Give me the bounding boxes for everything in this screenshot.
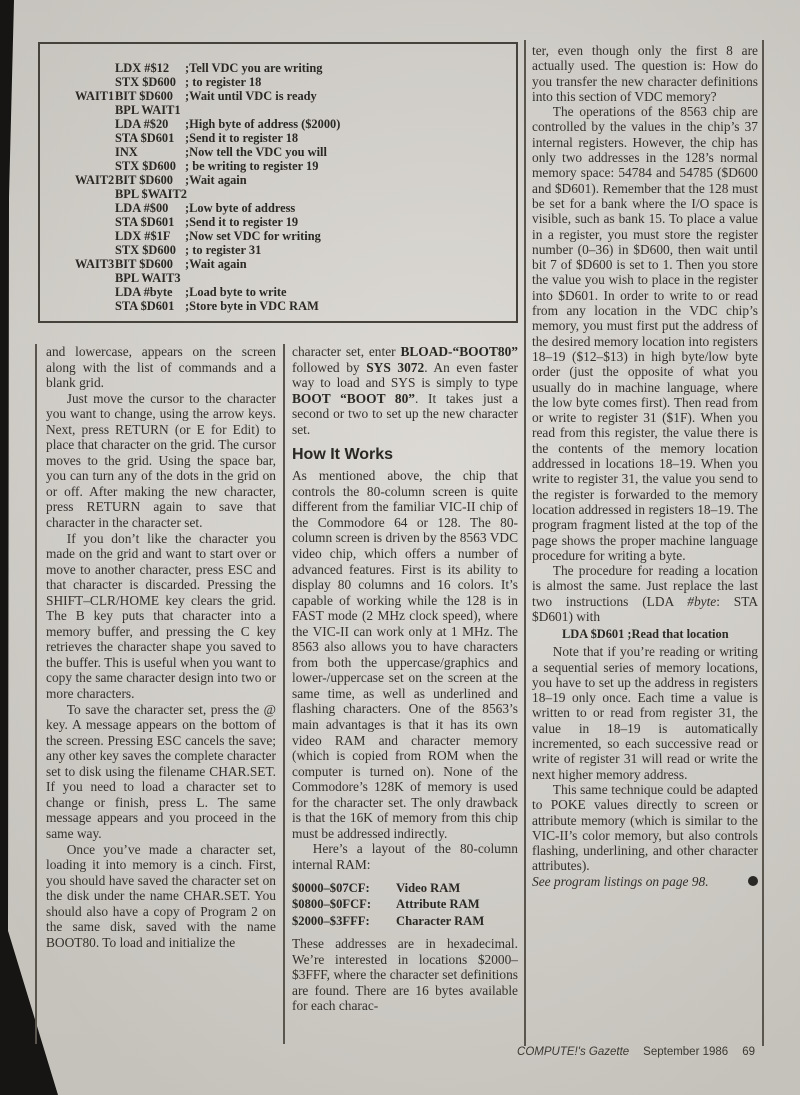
code-comment (185, 187, 516, 201)
code-comment: ;Wait until VDC is ready (185, 89, 317, 103)
code-label (75, 229, 115, 243)
code-label (75, 187, 115, 201)
code-comment: ; to register 18 (185, 75, 262, 89)
code-label (75, 103, 115, 117)
memory-map-list (292, 880, 518, 930)
code-comment (185, 271, 516, 285)
paragraph (292, 841, 518, 872)
issue-date: September 1986 (643, 1046, 729, 1058)
paragraph (532, 874, 758, 889)
memory-range: $0800–$0FCF: (292, 897, 372, 911)
assembly-listing (40, 61, 516, 313)
code-comment: ;Tell VDC you are writing (185, 61, 323, 75)
code-line (40, 187, 516, 201)
code-comment: ;Now set VDC for writing (185, 229, 321, 243)
memory-map-row (292, 896, 518, 913)
code-label (75, 159, 115, 173)
code-comment: ;Send it to register 19 (185, 215, 299, 229)
code-instr: LDA #$20 (115, 117, 169, 131)
paragraph (532, 782, 758, 874)
paragraph (532, 644, 758, 782)
memory-region-name: Character RAM (396, 913, 485, 928)
code-label (75, 271, 115, 285)
memory-map-row (292, 913, 518, 930)
code-comment: ;Store byte in VDC RAM (185, 299, 319, 313)
magazine-title: COMPUTE!'s Gazette (517, 1046, 630, 1058)
code-label: WAIT3 (75, 257, 115, 271)
code-label: WAIT1 (75, 89, 115, 103)
article-column-right (532, 43, 758, 1046)
code-line (40, 257, 516, 271)
code-label (75, 131, 115, 145)
code-line (40, 173, 516, 187)
code-instr: BPL WAIT3 (115, 271, 181, 285)
code-line (40, 159, 516, 173)
article-column-middle (292, 344, 518, 1046)
paragraph (532, 104, 758, 563)
paragraph (46, 391, 276, 531)
code-comment: ;High byte of address ($2000) (185, 117, 341, 131)
paragraph (532, 563, 758, 624)
paragraph (46, 531, 276, 702)
code-line (40, 131, 516, 145)
code-instr: LDA #byte (115, 285, 173, 299)
end-of-article-icon (748, 876, 758, 886)
body-text: . An even faster way to load and SYS is simply to type (292, 359, 518, 391)
code-line (40, 285, 516, 299)
body-text: See program listings on page 98. (532, 873, 709, 889)
code-instr: STA $D601 (115, 299, 175, 313)
code-label (75, 285, 115, 299)
paragraph (46, 702, 276, 842)
code-instr: BIT $D600 (115, 257, 173, 271)
code-label (75, 145, 115, 159)
code-line (40, 243, 516, 257)
memory-range: $0000–$07CF: (292, 880, 370, 895)
code-instr: STA $D601 (115, 131, 175, 145)
code-instr: STX $D600 (115, 159, 176, 173)
code-label (75, 61, 115, 75)
paragraph (532, 43, 758, 104)
body-text: Note that if you’re reading or writing a sequential series of memory locations, you have to set up the address in registers 18–19 only once. Each time a value is written to or read from register 31, the value in 18–19 is automatically incremented, so each successive read or write of register 31 will read or write the next higher memory address. (532, 644, 758, 782)
body-text: character set, enter (292, 344, 401, 359)
code-line (40, 299, 516, 313)
bold-text: BOOT “BOOT 80” (292, 390, 416, 406)
code-label (75, 243, 115, 257)
code-instr: STX $D600 (115, 75, 176, 89)
code-line (40, 201, 516, 215)
body-text: As mentioned above, the chip that controls the 80-column screen is quite different from the familiar VIC-II chip of the Commodore 64 or 128. The 80-column screen is driven by the 8563 VDC video chip, which offers a number of advanced features. First is its ability to display 80 columns and 16 colors. It’s capable of working while the 128 is in FAST mode (2 MHz clock speed), where the VIC-II can work only at 1 MHz. The 8563 also allows you to have characters from both the uppercase/graphics and lower-/uppercase set on the screen at the same time, as well as underlined and flashing characters. One of the 8563’s main advantages is that it has its own video RAM and character memory (which is copied from ROM when the computer is turned on). None of the Commodore’s 128K of memory is used for the character set. The only drawback is that the 16K of memory from this chip must be addressed indirectly. (292, 468, 518, 841)
code-label (75, 201, 115, 215)
code-instr: STA $D601 (115, 215, 175, 229)
page-number: 69 (742, 1046, 755, 1058)
assembly-listing-box (38, 42, 518, 323)
page-footer (517, 1046, 755, 1058)
body-text: If you don’t like the character you made on the grid and want to start over or move to another character, press ESC and that character is discarded. Pressing the SHIFT–CLR/HOME key clears the grid. The B key puts that character into a memory buffer, and pressing the C key retrieves the character shape you saved to the buffer. This is useful when you want to copy the same character design into two or more characters. (46, 530, 276, 702)
code-comment: ;Low byte of address (185, 201, 296, 215)
memory-region-name: Attribute RAM (396, 897, 480, 911)
code-label (75, 75, 115, 89)
code-line (40, 145, 516, 159)
code-instr: BIT $D600 (115, 173, 173, 187)
code-instr: BPL $WAIT2 (115, 187, 187, 201)
paragraph (46, 842, 276, 951)
column-rule-left (35, 344, 37, 1044)
body-text: To save the character set, press the @ key. A message appears on the bottom of the screen. Pressing ESC cancels the save; any other key saves the complete character set to disk using the filename CHAR.SET. If you need to load a character set to change or finish, press L. The same message appears and you proceed in the same way. (46, 701, 276, 841)
code-comment: ;Send it to register 18 (185, 131, 299, 145)
code-line (40, 117, 516, 131)
paragraph (292, 344, 518, 437)
bold-text: SYS 3072 (366, 359, 425, 375)
body-text: ter, even though only the first 8 are actually used. The question is: How do you transfer the new character definitions into this section of VDC memory? (532, 43, 758, 104)
memory-map-row (292, 880, 518, 897)
code-label: WAIT2 (75, 173, 115, 187)
body-text: These addresses are in hexadecimal. We’re interested in locations $2000–$3FFF, where the character set definitions are found. There are 16 bytes available for each charac- (292, 936, 518, 1014)
section-heading: How It Works (292, 446, 394, 464)
code-instr: LDX #$1F (115, 229, 171, 243)
memory-range: $2000–$3FFF: (292, 913, 370, 928)
code-line (40, 89, 516, 103)
code-label (75, 215, 115, 229)
code-instr: STX $D600 (115, 243, 176, 257)
code-line (40, 75, 516, 89)
code-line (40, 229, 516, 243)
body-text: followed by (292, 359, 367, 375)
column-rule-middle (283, 344, 285, 1044)
paragraph (292, 468, 518, 841)
paragraph (292, 936, 518, 1014)
inline-code-line: LDA $D601 ;Read that location (562, 627, 729, 642)
code-comment: ;Now tell the VDC you will (185, 145, 327, 159)
code-line (40, 103, 516, 117)
article-column-left (46, 344, 276, 1044)
code-comment: ; be writing to register 19 (185, 159, 319, 173)
code-comment (185, 103, 516, 117)
code-instr: INX (115, 145, 138, 159)
body-text: The procedure for reading a location is almost the same. Just replace the last two instructions (LDA (532, 563, 758, 609)
body-text: Once you’ve made a character set, loading it into memory is a cinch. First, you should have saved the character set on the disk under the name CHAR.SET. You should also have a copy of Program 2 on the same disk, saved with the name BOOT80. To load and initialize the (46, 841, 276, 950)
code-instr: BPL WAIT1 (115, 103, 181, 117)
body-text: and lowercase, appears on the screen along with the list of commands and a blank grid. (46, 344, 276, 391)
code-instr: BIT $D600 (115, 89, 173, 103)
memory-region-name: Video RAM (396, 880, 461, 895)
italic-text: #byte (687, 593, 717, 609)
code-instr: LDA #$00 (115, 201, 169, 215)
code-line (40, 271, 516, 285)
code-line (40, 215, 516, 229)
code-comment: ;Load byte to write (185, 285, 287, 299)
code-comment: ; to register 31 (185, 243, 262, 257)
body-text: This same technique could be adapted to POKE values directly to screen or attribute memory (which is similar to the VIC-II’s color memory, but also controls flashing, underlining, and other character attributes). (532, 781, 758, 874)
code-comment: ;Wait again (185, 173, 247, 187)
column-rule-edge (762, 40, 764, 1046)
paragraph (46, 344, 276, 391)
body-text: The operations of the 8563 chip are controlled by the values in the chip’s 37 internal registers. However, the chip has only two addresses in the 128’s normal memory space: 54784 and 54785 ($D600 and $D601). Remember that the 128 must be set for a bank where the I/O space is visible, such as bank 15. To place a value in a register, you must store the register number (0–36) in $D600, then wait until bit 7 of $D600 is set to 1. Then you store the value you wish to place in the register into $D601. In order to write to or read from any location in the VDC chip’s memory, you must first put the address of the desired memory location into registers 18–19 ($12–$13) in high byte/low byte order (just the opposite of what you usually do in machine language, where the low byte comes first). Then read from or write to register 31 ($1F). When you read from this register, the value there is the contents of the memory location addressed in locations 18–19. When you write to register 31, the value you send to the register is forwarded to the memory location addressed in registers 18–19. The program fragment listed at the top of the page shows the proper machine language procedure for writing a byte. (532, 104, 758, 563)
column-rule-right (524, 40, 526, 1046)
bold-text: BLOAD-“BOOT80” (400, 344, 518, 359)
body-text: Just move the cursor to the character you want to change, using the arrow keys. Next, press RETURN (or E for Edit) to place that character on the grid. The cursor moves to the grid. Using the space bar, you can turn any of the dots in the grid on or off. After making the new character, press RETURN again to save that character in the character set. (46, 390, 276, 531)
code-label (75, 117, 115, 131)
body-text: : STA $D601) with (532, 593, 758, 624)
body-text: . It takes just a second or two to set up the new character set. (292, 390, 518, 437)
code-line (40, 61, 516, 75)
code-comment: ;Wait again (185, 257, 247, 271)
body-text: Here’s a layout of the 80-column internal RAM: (292, 841, 518, 872)
code-instr: LDX #$12 (115, 61, 170, 75)
code-label (75, 299, 115, 313)
